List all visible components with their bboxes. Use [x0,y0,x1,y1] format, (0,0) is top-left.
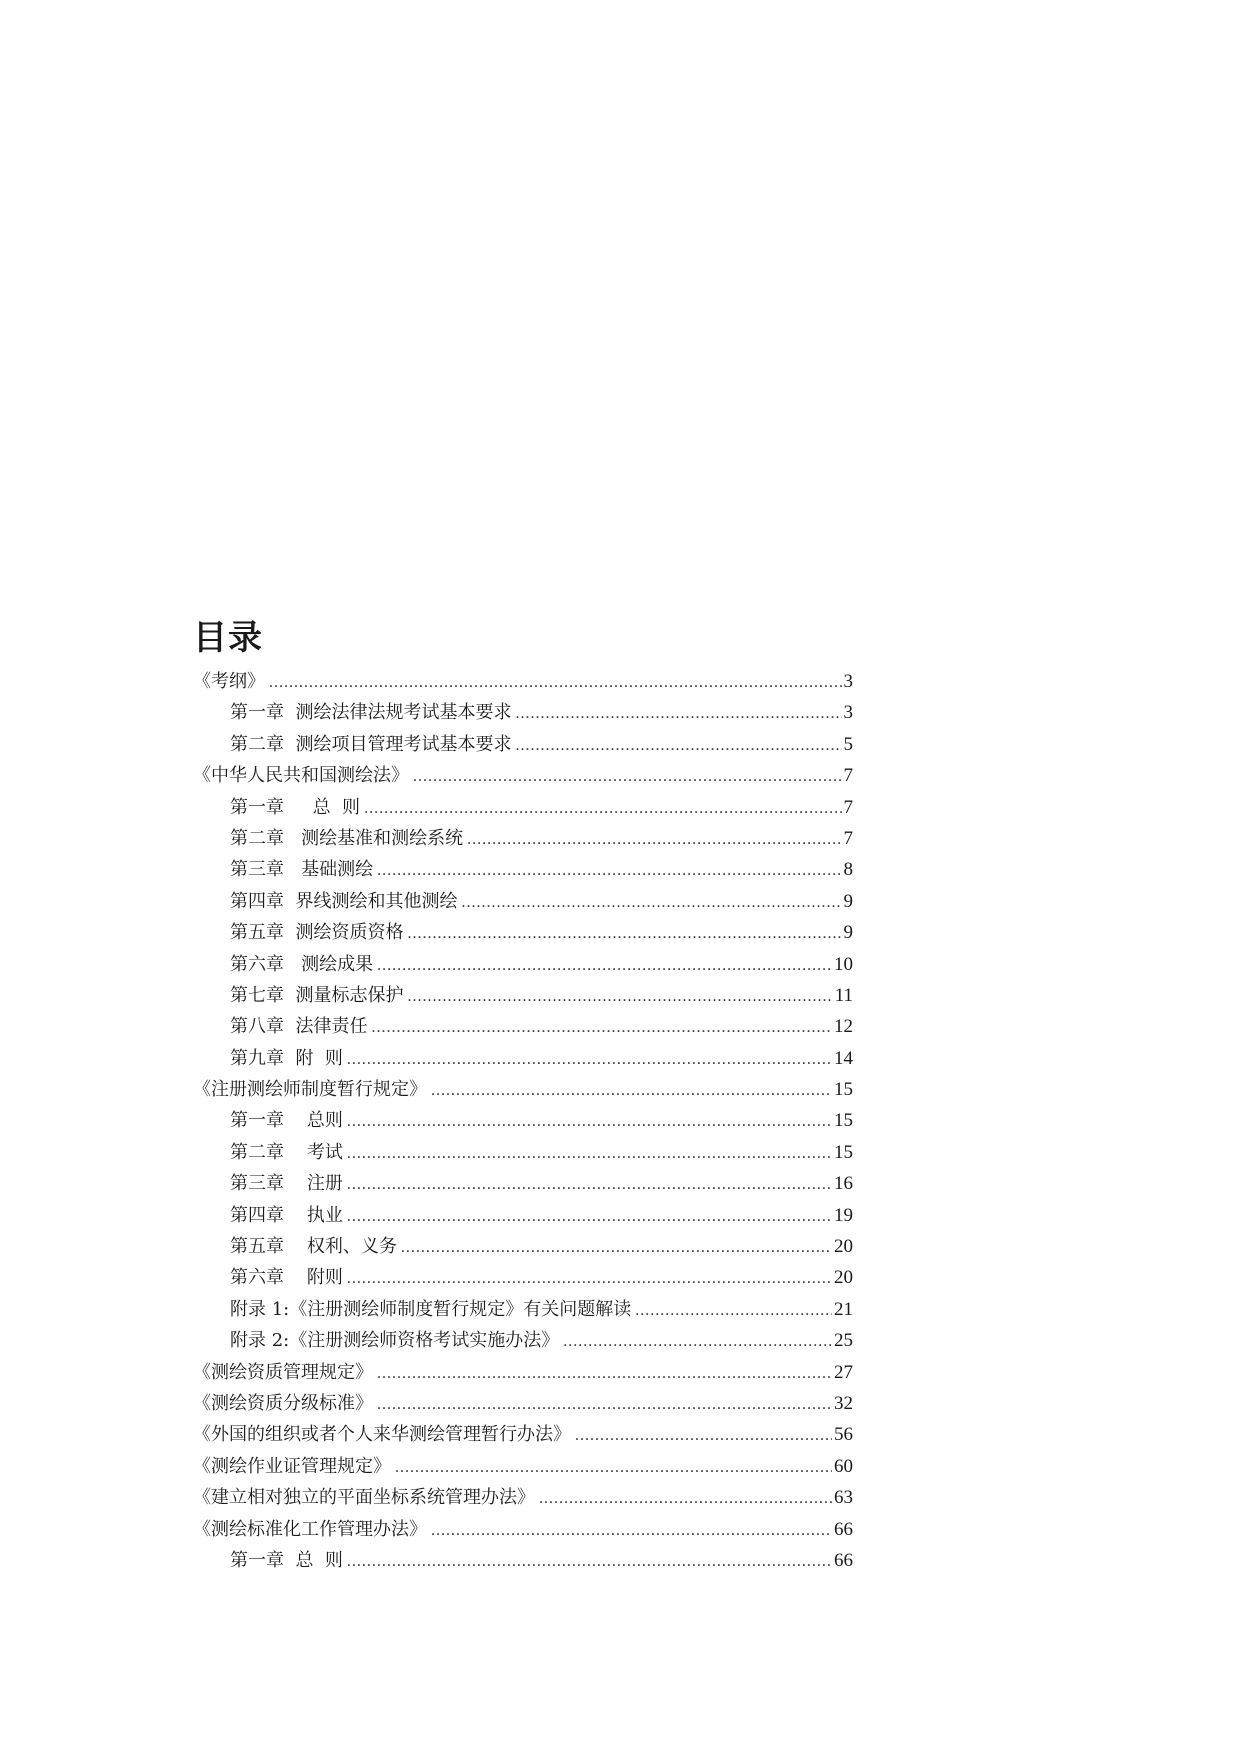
toc-dot-leader [467,824,841,855]
toc-entry[interactable] [193,1200,853,1231]
toc-entry-label: 第五章 权利、义务 [230,1236,397,1258]
toc-entry-label: 《建立相对独立的平面坐标系统管理办法》 [193,1487,535,1509]
toc-entry-label: 第二章 测绘项目管理考试基本要求 [230,733,512,755]
toc-page-number: 11 [834,984,853,1006]
toc-entry[interactable] [193,1262,853,1293]
toc-page-number: 16 [834,1173,853,1195]
toc-entry[interactable] [193,854,853,885]
toc-list [193,666,853,1576]
toc-entry[interactable] [193,1357,853,1388]
toc-entry-label: 第三章 注册 [230,1173,343,1195]
toc-dot-leader [401,1232,832,1263]
toc-entry[interactable] [193,1388,853,1419]
toc-dot-leader [575,1420,832,1451]
toc-entry-label: 第一章 总则 [230,1110,343,1132]
toc-entry[interactable] [193,1105,853,1136]
toc-entry[interactable] [193,1545,853,1576]
toc-dot-leader [347,1201,832,1232]
toc-page-number: 12 [834,1016,853,1038]
toc-page-number: 20 [834,1236,853,1258]
toc-entry[interactable] [193,949,853,980]
toc-dot-leader [431,1515,832,1546]
toc-entry-label: 《注册测绘师制度暂行规定》 [193,1079,427,1101]
toc-page-number: 3 [843,702,853,724]
toc-page-number: 21 [834,1298,853,1320]
toc-entry[interactable] [193,1011,853,1042]
toc-entry[interactable] [193,886,853,917]
toc-dot-leader [377,950,832,981]
toc-entry[interactable] [193,1325,853,1356]
toc-entry[interactable] [193,666,853,697]
toc-entry[interactable] [193,1514,853,1545]
toc-entry[interactable] [193,980,853,1011]
toc-dot-leader [515,730,841,761]
toc-entry-label: 第二章 考试 [230,1141,343,1163]
toc-page-number: 32 [834,1392,853,1414]
toc-entry[interactable] [193,823,853,854]
toc-entry-label: 《考纲》 [193,671,265,692]
toc-entry-label: 第一章 总 则 [230,1549,343,1571]
toc-page-number: 7 [843,796,853,818]
toc-page-number: 3 [843,671,853,692]
toc-entry-label: 第二章 测绘基准和测绘系统 [230,827,464,849]
toc-entry[interactable] [193,1231,853,1262]
toc-page-number: 7 [843,765,853,787]
toc-entry[interactable] [193,792,853,823]
toc-dot-leader [347,1044,832,1075]
toc-dot-leader [269,667,842,698]
toc-entry-label: 第六章 附则 [230,1267,343,1289]
toc-dot-leader [364,793,841,824]
toc-dot-leader [395,1452,832,1483]
toc-entry-label: 《外国的组织或者个人来华测绘管理暂行办法》 [193,1424,571,1446]
toc-entry[interactable] [193,1043,853,1074]
toc-dot-leader [347,1106,832,1137]
toc-dot-leader [347,1138,832,1169]
toc-entry-label: 第四章 界线测绘和其他测绘 [230,890,458,912]
toc-dot-leader [371,1012,832,1043]
toc-page-number: 25 [834,1330,853,1352]
toc-entry[interactable] [193,760,853,791]
toc-page-number: 66 [834,1518,853,1540]
toc-entry[interactable] [193,1451,853,1482]
toc-dot-leader [407,918,841,949]
toc-entry-label: 《测绘资质分级标准》 [193,1392,373,1414]
toc-dot-leader [413,761,842,792]
toc-page-number: 8 [843,859,853,881]
toc-page-number: 66 [834,1549,853,1571]
toc-page-number: 15 [834,1110,853,1132]
toc-dot-leader [635,1295,832,1326]
toc-page-number: 10 [834,953,853,975]
toc-entry-label: 第七章 测量标志保护 [230,984,404,1006]
toc-entry[interactable] [193,729,853,760]
toc-entry-label: 第一章 总 则 [230,796,361,818]
toc-entry-label: 第三章 基础测绘 [230,859,374,881]
toc-dot-leader [431,1075,832,1106]
toc-dot-leader [539,1483,832,1514]
toc-dot-leader [377,1358,832,1389]
toc-entry-label: 第五章 测绘资质资格 [230,922,404,944]
toc-page-number: 9 [843,890,853,912]
toc-page-number: 5 [843,733,853,755]
toc-dot-leader [563,1326,832,1357]
toc-page-number: 19 [834,1204,853,1226]
toc-entry-label: 第六章 测绘成果 [230,953,374,975]
toc-entry[interactable] [193,1294,853,1325]
toc-page-number: 15 [834,1079,853,1101]
toc-entry-label: 《测绘作业证管理规定》 [193,1455,391,1477]
toc-entry-label: 附录 1:《注册测绘师制度暂行规定》有关问题解读 [230,1298,632,1320]
toc-dot-leader [347,1546,832,1577]
toc-entry-label: 《中华人民共和国测绘法》 [193,765,409,787]
toc-dot-leader [407,981,832,1012]
toc-entry[interactable] [193,1482,853,1513]
toc-title: 目录 [193,618,263,658]
toc-dot-leader [377,1389,832,1420]
toc-entry-label: 第八章 法律责任 [230,1016,368,1038]
toc-dot-leader [347,1263,832,1294]
toc-entry[interactable] [193,697,853,728]
table-of-contents [193,614,853,1576]
toc-entry[interactable] [193,1074,853,1105]
toc-dot-leader [461,887,841,918]
toc-page-number: 9 [843,922,853,944]
toc-page-number: 7 [843,827,853,849]
toc-page-number: 56 [834,1424,853,1446]
toc-page-number: 14 [834,1047,853,1069]
toc-page-number: 15 [834,1141,853,1163]
toc-dot-leader [347,1169,832,1200]
toc-entry-label: 第九章 附 则 [230,1047,343,1069]
toc-entry[interactable] [193,1419,853,1450]
toc-entry[interactable] [193,1137,853,1168]
toc-entry[interactable] [193,917,853,948]
toc-entry-label: 第一章 测绘法律法规考试基本要求 [230,702,512,724]
toc-dot-leader [515,698,841,729]
toc-page-number: 60 [834,1455,853,1477]
toc-page-number: 63 [834,1487,853,1509]
toc-page-number: 20 [834,1267,853,1289]
toc-dot-leader [377,855,841,886]
toc-entry-label: 附录 2:《注册测绘师资格考试实施办法》 [230,1330,560,1352]
toc-entry-label: 《测绘标准化工作管理办法》 [193,1518,427,1540]
toc-page-number: 27 [834,1361,853,1383]
toc-entry[interactable] [193,1168,853,1199]
toc-entry-label: 第四章 执业 [230,1204,343,1226]
toc-entry-label: 《测绘资质管理规定》 [193,1361,373,1383]
